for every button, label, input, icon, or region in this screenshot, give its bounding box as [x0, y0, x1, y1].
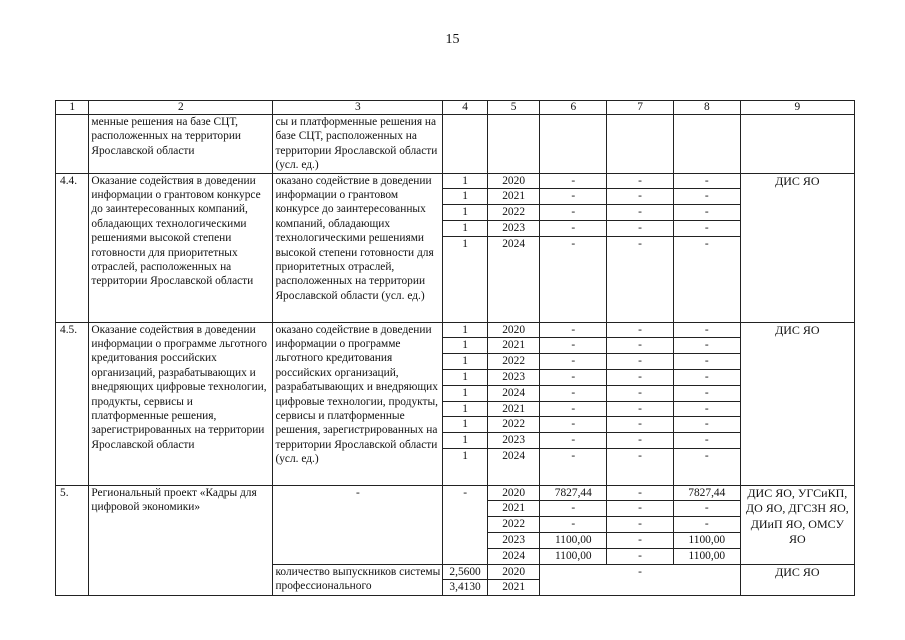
responsible-cell: ДИС ЯО, УГСиКП, ДО ЯО, ДГСЗН ЯО, ДИиП ЯО, ОМСУ ЯО — [740, 485, 854, 564]
dash-list — [607, 174, 673, 252]
value-cell: 1 — [443, 323, 487, 338]
year-cell: 2020 — [488, 565, 540, 580]
year-cell: 2020 — [488, 174, 540, 189]
dash-cell: - — [674, 433, 740, 449]
funding-cell: 1100,00 — [688, 549, 726, 562]
dash-cell: - — [674, 221, 740, 237]
dash-cell: - — [607, 174, 673, 189]
indicator-text: оказано содействие в доведении информации о грантовом конкурсе до заинтересованных компаний, обладающих технологическими решениями высокой степени готовности для приоритетных отраслей, расположенных на территории Ярославской области (усл. ед.) — [273, 173, 443, 322]
value-cell: 1 — [443, 417, 487, 433]
dash-cell: - — [540, 338, 606, 354]
year-list — [488, 486, 540, 564]
header-cell: 1 — [56, 101, 89, 115]
indicator-text: количество выпускников системы профессионального — [273, 564, 443, 596]
measure-text: Региональный проект «Кадры для цифровой экономики» — [89, 485, 273, 596]
table-row-continuation — [56, 115, 855, 174]
dash-cell: - — [674, 323, 740, 338]
value-list — [443, 174, 487, 252]
header-cell: 2 — [89, 101, 273, 115]
dash-cell: - — [607, 417, 673, 433]
header-row — [56, 101, 855, 115]
responsible-cell: ДИС ЯО — [740, 322, 854, 485]
funding-list — [607, 486, 673, 564]
dash-cell: - — [571, 450, 576, 462]
funding-cell: - — [540, 517, 606, 533]
dash-cell: - — [540, 370, 606, 386]
measure-text: Оказание содействия в доведении информации о программе льготного кредитования российских организаций, разрабатывающих и внедряющих цифровые технологии, продукты, сервисы и платформенные решения, зарегистрированных на территории Ярославской области — [89, 322, 273, 485]
program-table — [55, 100, 855, 596]
dash-cell: - — [540, 354, 606, 370]
value-cell: 1 — [443, 433, 487, 449]
value-list — [443, 323, 487, 464]
funding-cell: - — [638, 549, 642, 562]
year-list — [488, 565, 540, 596]
funding-cell: - — [674, 501, 740, 517]
year-cell: 2021 — [488, 401, 540, 417]
dash-cell: - — [540, 174, 606, 189]
value-cell: 1 — [443, 189, 487, 205]
dash-cell: - — [607, 205, 673, 221]
year-cell: 2024 — [502, 549, 526, 562]
funding-cell: 1100,00 — [674, 533, 740, 549]
header-cell: 9 — [740, 101, 854, 115]
funding-cell: - — [607, 501, 673, 517]
value-cell: 2,5600 — [443, 565, 487, 580]
dash-cell: - — [540, 323, 606, 338]
funding-list — [674, 486, 740, 564]
dash-cell: - — [540, 205, 606, 221]
year-cell: 2021 — [488, 338, 540, 354]
dash-cell: - — [540, 189, 606, 205]
row-number: 4.4. — [56, 173, 89, 322]
dash-cell: - — [674, 370, 740, 386]
year-cell: 2022 — [488, 205, 540, 221]
year-cell: 2021 — [488, 501, 540, 517]
year-cell: 2022 — [488, 417, 540, 433]
dash-list — [540, 323, 606, 464]
dash-cell: - — [540, 564, 740, 596]
dash-cell: - — [674, 354, 740, 370]
value-cell: 1 — [443, 205, 487, 221]
table-row-5 — [56, 485, 855, 564]
table-row-4-4 — [56, 173, 855, 322]
year-cell: 2023 — [488, 433, 540, 449]
dash-cell: - — [607, 401, 673, 417]
year-cell: 2022 — [488, 517, 540, 533]
dash-cell: - — [674, 189, 740, 205]
funding-cell: 1100,00 — [540, 533, 606, 549]
year-cell: 2024 — [488, 385, 540, 401]
value-cell: 1 — [443, 385, 487, 401]
dash-cell: - — [540, 401, 606, 417]
year-cell: 2023 — [488, 370, 540, 386]
dash-cell: - — [704, 237, 709, 250]
header-cell: 5 — [487, 101, 540, 115]
dash-cell: - — [674, 338, 740, 354]
year-list — [488, 323, 540, 464]
year-cell: 2021 — [488, 189, 540, 205]
year-list — [488, 174, 540, 252]
indicator-text: сы и платформенные решения на базе СЦТ, расположенных на территории Ярославской области (усл. ед.) — [273, 115, 443, 174]
year-cell: 2021 — [502, 581, 526, 594]
page-number: 15 — [445, 32, 460, 47]
row-number: 5. — [56, 485, 89, 596]
dash-cell: - — [540, 433, 606, 449]
dash-cell: - — [704, 450, 709, 462]
indicator-text: оказано содействие в доведении информации о программе льготного кредитования российских организаций, разрабатывающих и внедряющих цифровые технологии, продукты, сервисы и платформенные решения, зарегистрированных на территории Ярославской области (усл. ед.) — [273, 322, 443, 485]
dash-cell: - — [674, 385, 740, 401]
dash-cell: - — [540, 417, 606, 433]
header-cell: 8 — [673, 101, 740, 115]
dash-cell: - — [607, 323, 673, 338]
value-cell: 1 — [462, 450, 468, 462]
dash-cell: - — [607, 221, 673, 237]
dash-cell: - — [638, 237, 642, 250]
funding-cell: 7827,44 — [540, 486, 606, 501]
responsible-cell: ДИС ЯО — [740, 564, 854, 596]
measure-text: Оказание содействия в доведении информации о грантовом конкурсе до заинтересованных компаний, обладающих технологическими решениями высокой степени готовности для приоритетных отраслей, расположенных на территории Ярославской области — [89, 173, 273, 322]
year-cell: 2020 — [488, 486, 540, 501]
value-cell: 1 — [443, 221, 487, 237]
dash-cell: - — [540, 221, 606, 237]
dash-list — [607, 323, 673, 464]
responsible-cell: ДИС ЯО — [740, 173, 854, 322]
value-cell: 1 — [443, 338, 487, 354]
funding-list — [540, 486, 606, 564]
year-cell: 2022 — [488, 354, 540, 370]
value-cell: 1 — [443, 401, 487, 417]
value-list — [443, 565, 487, 596]
funding-cell: - — [607, 517, 673, 533]
dash-cell: - — [607, 338, 673, 354]
dash-cell: - — [674, 417, 740, 433]
funding-cell: - — [607, 533, 673, 549]
dash-list — [674, 174, 740, 252]
dash-cell: - — [607, 354, 673, 370]
year-cell: 2023 — [488, 221, 540, 237]
table-row-4-5 — [56, 322, 855, 485]
dash-cell: - — [607, 385, 673, 401]
value-cell: 1 — [443, 354, 487, 370]
indicator-text: - — [273, 485, 443, 564]
header-cell: 3 — [273, 101, 443, 115]
dash-cell: - — [607, 370, 673, 386]
value-cell: 1 — [443, 370, 487, 386]
dash-cell: - — [674, 174, 740, 189]
value-cell: - — [443, 485, 488, 564]
funding-cell: - — [674, 517, 740, 533]
funding-cell: - — [540, 501, 606, 517]
measure-text: менные решения на базе СЦТ, расположенных на территории Ярославской области — [89, 115, 273, 174]
header-cell: 6 — [540, 101, 607, 115]
dash-cell: - — [571, 237, 576, 250]
dash-cell: - — [607, 189, 673, 205]
dash-list — [674, 323, 740, 464]
value-cell: 1 — [443, 174, 487, 189]
funding-cell: - — [607, 486, 673, 501]
value-cell: 3,4130 — [449, 581, 481, 594]
value-cell: 1 — [462, 237, 468, 250]
funding-cell: 1100,00 — [554, 549, 592, 562]
dash-cell: - — [674, 205, 740, 221]
year-cell: 2024 — [502, 450, 526, 462]
header-cell: 7 — [607, 101, 674, 115]
dash-cell: - — [540, 385, 606, 401]
dash-list — [540, 174, 606, 252]
row-number: 4.5. — [56, 322, 89, 485]
year-cell: 2020 — [488, 323, 540, 338]
dash-cell: - — [607, 433, 673, 449]
funding-cell: 7827,44 — [674, 486, 740, 501]
year-cell: 2023 — [488, 533, 540, 549]
dash-cell: - — [638, 450, 642, 462]
header-cell: 4 — [443, 101, 488, 115]
dash-cell: - — [674, 401, 740, 417]
year-cell: 2024 — [502, 237, 526, 250]
